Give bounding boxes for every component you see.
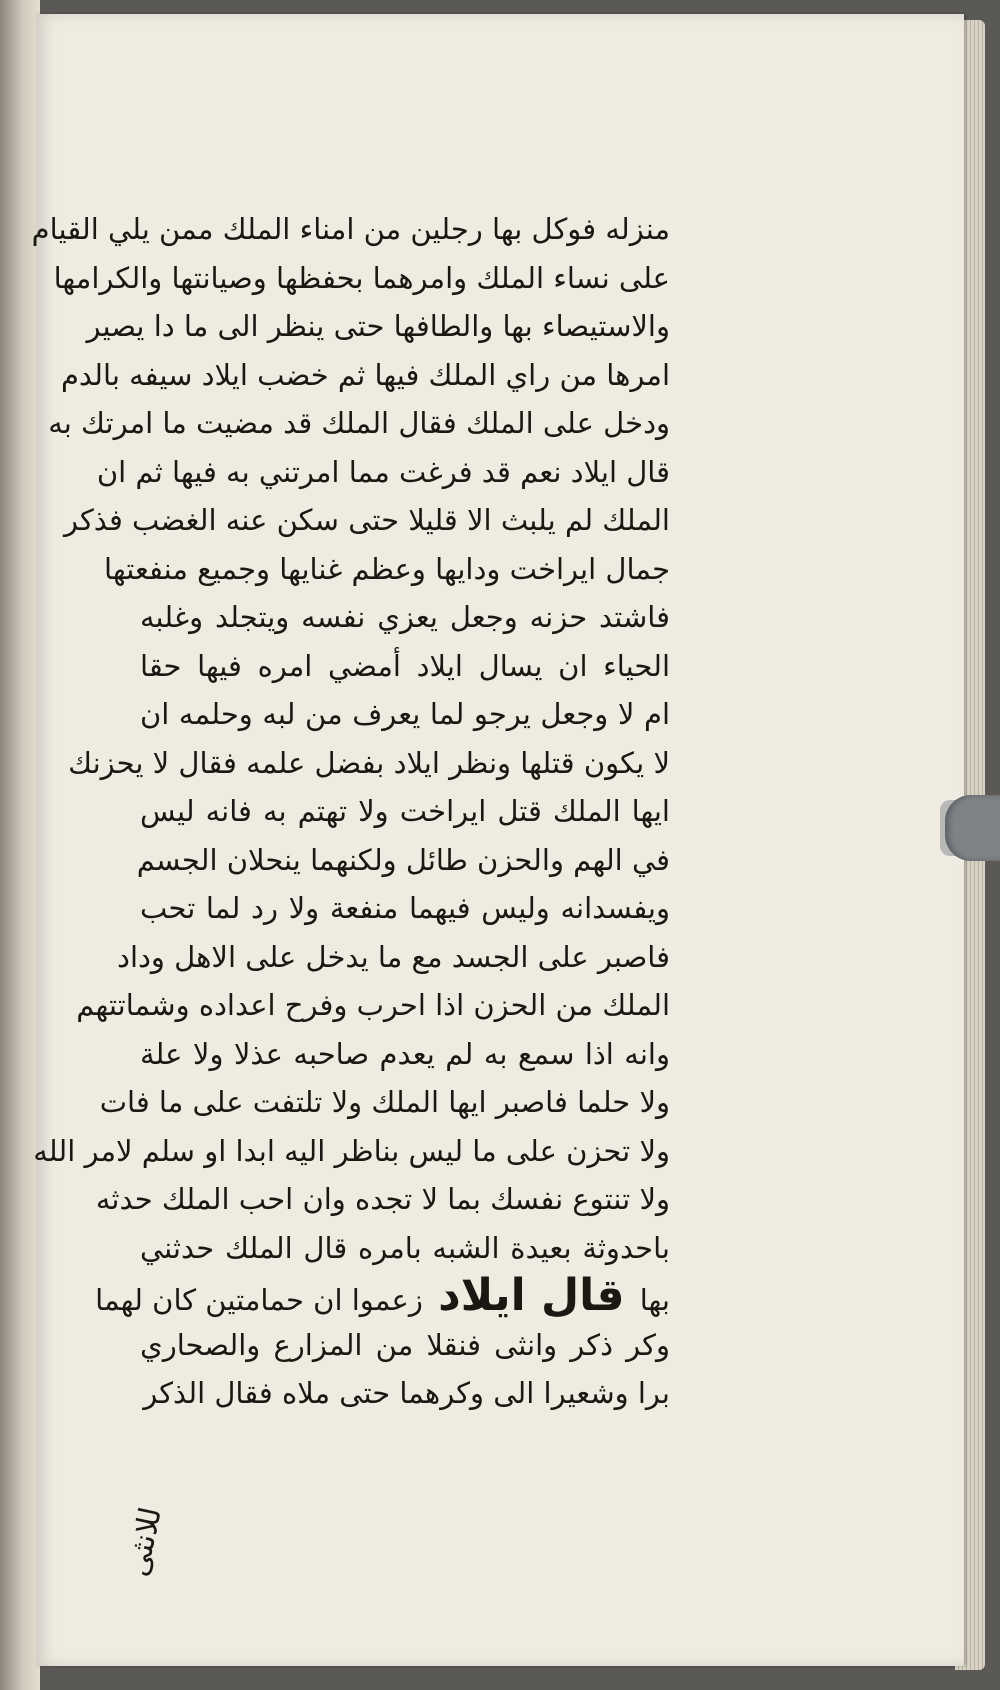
heading-line [95, 1270, 670, 1321]
text-line-18: وانه اذا سمع به لم يعدم صاحبه عذلا ولا علة [140, 1036, 670, 1071]
bookmark-ribbon [945, 795, 1000, 861]
text-line-16: فاصبر على الجسد مع ما يدخل على الاهل وداد [117, 939, 670, 974]
text-line-7: الملك لم يلبث الا قليلا حتى سكن عنه الغضب فذكر [63, 503, 670, 537]
text-line-15: ويفسدانه وليس فيهما منفعة ولا رد لما تحب [140, 891, 670, 925]
rubric-heading: قال ايلاد [438, 1270, 625, 1321]
text-line-9: فاشتد حزنه وجعل يعزي نفسه ويتجلد وغلبه [140, 600, 670, 634]
text-line-2: على نساء الملك وامرهما بحفظها وصيانتها والكرامها [53, 260, 670, 295]
text-line-5: ودخل على الملك فقال الملك قد مضيت ما امرتك به [48, 406, 670, 440]
text-line-11: ام لا وجعل يرجو لما يعرف من لبه وحلمه ان [140, 697, 670, 731]
text-line-6: قال ايلاد نعم قد فرغت مما امرتني به فيها ثم ان [96, 454, 670, 489]
text-line-20: ولا تحزن على ما ليس بناظر اليه ابدا او سلم لامر الله [33, 1133, 670, 1168]
text-line-12: لا يكون قتلها ونظر ايلاد بفضل علمه فقال لا يحزنك [68, 745, 670, 780]
heading-line-after: زعموا ان حمامتين كان لهما [95, 1283, 423, 1317]
text-line-17: الملك من الحزن اذا احرب وفرح اعداده وشماتتهم [76, 988, 670, 1022]
text-line-8: جمال ايراخت ودايها وعظم غنايها وجميع منفعتها [104, 551, 670, 586]
text-line-1: منزله فوكل بها رجلين من امناء الملك ممن يلي القيام [31, 212, 670, 246]
text-line-14: في الهم والحزن طائل ولكنهما ينحلان الجسم [136, 842, 670, 877]
text-line-25: برا وشعيرا الى وكرهما حتى ملاه فقال الذكر [143, 1376, 670, 1410]
text-line-22: باحدوثة بعيدة الشبه بامره قال الملك حدثني [140, 1230, 670, 1265]
left-page-edge [0, 0, 40, 1690]
manuscript-text-block [31, 205, 670, 1418]
text-line-24: وكر ذكر وانثى فنقلا من المزارع والصحاري [140, 1327, 670, 1362]
text-line-3: والاستيصاء بها والطافها حتى ينظر الى ما دا يصير [86, 309, 670, 343]
text-line-4: امرها من راي الملك فيها ثم خضب ايلاد سيفه بالدم [60, 357, 670, 392]
text-line-13: ايها الملك قتل ايراخت ولا تهتم به فانه ليس [140, 794, 670, 828]
text-line-21: ولا تنتوع نفسك بما لا تجده وان احب الملك حدثه [95, 1182, 670, 1216]
heading-line-before: بها [639, 1283, 670, 1317]
catchword: للانثى [120, 1504, 169, 1580]
text-line-19: ولا حلما فاصبر ايها الملك ولا تلتفت على ما فات [99, 1085, 670, 1119]
text-line-10: الحياء ان يسال ايلاد أمضي امره فيها حقا [140, 648, 670, 683]
